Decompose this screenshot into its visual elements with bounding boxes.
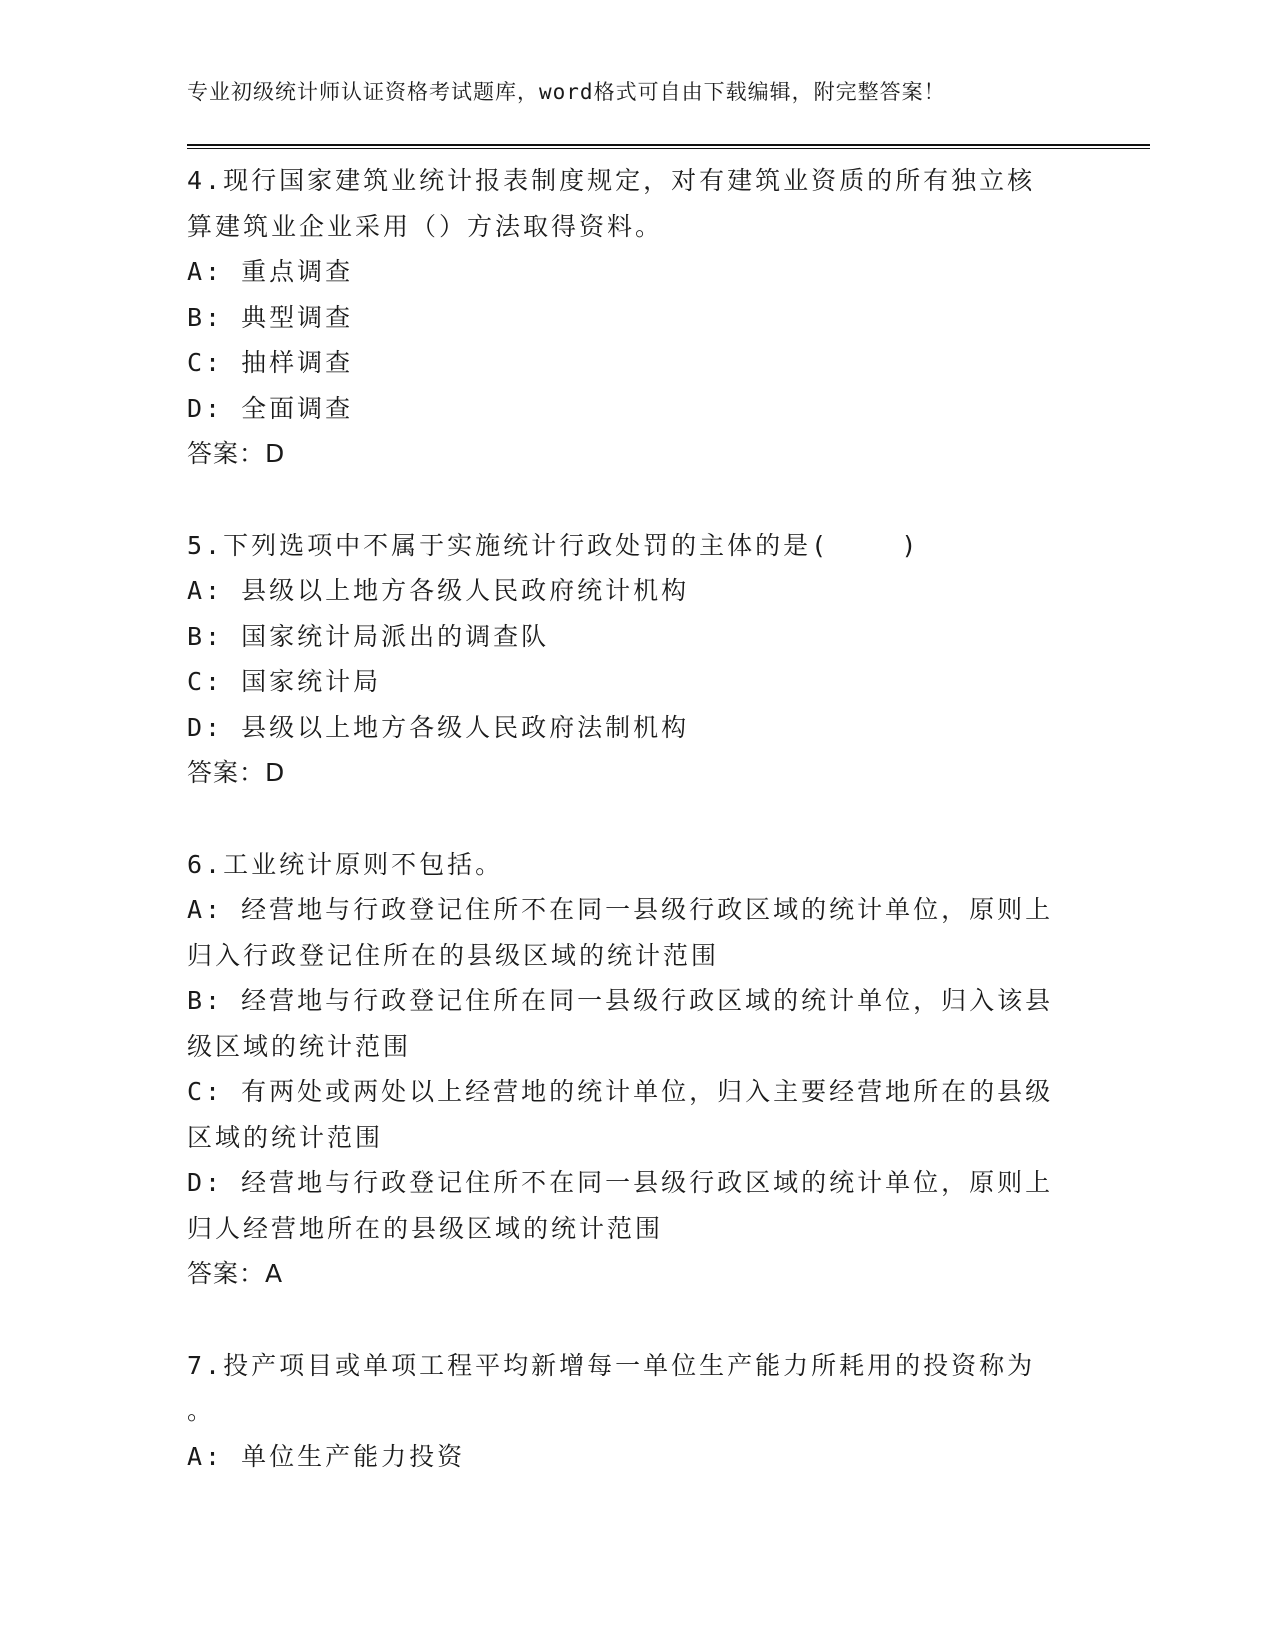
answer-label: 答案：	[187, 1259, 266, 1288]
question-list	[187, 158, 1087, 1525]
option-c: C: 国家统计局	[187, 667, 382, 696]
option-c-continued: 区域的统计范围	[187, 1122, 384, 1152]
option-d-continued: 归人经营地所在的县级区域的统计范围	[187, 1213, 664, 1243]
answer-line	[187, 431, 1087, 477]
question-item	[187, 158, 1087, 477]
option-b: B: 经营地与行政登记住所在同一县级行政区域的统计单位，归入该县	[187, 986, 1054, 1015]
option-a: A: 单位生产能力投资	[187, 1441, 466, 1471]
option-b: B: 典型调查	[187, 302, 354, 332]
question-item	[187, 1343, 1087, 1480]
question-stem-line: 6.工业统计原则不包括。	[187, 849, 504, 879]
option-b-continued: 级区域的统计范围	[187, 1031, 412, 1061]
option-a-continued: 归入行政登记住所在的县级区域的统计范围	[187, 940, 720, 970]
option-d: D: 全面调查	[187, 393, 354, 423]
answer-line	[187, 750, 1087, 796]
header-divider	[187, 144, 1150, 149]
question-stem-line: 4.现行国家建筑业统计报表制度规定，对有建筑业资质的所有独立核	[187, 166, 1036, 195]
answer-label: 答案：	[187, 439, 266, 468]
answer-line	[187, 1251, 1087, 1297]
answer-value: D	[265, 758, 285, 787]
question-stem-line: 算建筑业企业采用（）方法取得资料。	[187, 211, 664, 241]
option-c: C: 抽样调查	[187, 348, 354, 377]
option-a: A: 重点调查	[187, 257, 354, 286]
question-item	[187, 842, 1087, 1297]
option-c: C: 有两处或两处以上经营地的统计单位，归入主要经营地所在的县级	[187, 1077, 1054, 1106]
question-stem-line: 5.下列选项中不属于实施统计行政处罚的主体的是( )	[187, 530, 920, 560]
answer-value: A	[265, 1259, 283, 1288]
page-header: 专业初级统计师认证资格考试题库，word格式可自由下载编辑，附完整答案！	[187, 80, 946, 104]
option-b: B: 国家统计局派出的调查队	[187, 621, 550, 651]
option-a: A: 经营地与行政登记住所不在同一县级行政区域的统计单位，原则上	[187, 895, 1054, 924]
answer-label: 答案：	[187, 758, 266, 787]
question-item	[187, 523, 1087, 796]
answer-value: D	[265, 439, 285, 468]
option-d: D: 县级以上地方各级人民政府法制机构	[187, 712, 690, 742]
question-stem-line: 7.投产项目或单项工程平均新增每一单位生产能力所耗用的投资称为	[187, 1350, 1036, 1380]
option-a: A: 县级以上地方各级人民政府统计机构	[187, 576, 690, 605]
option-d: D: 经营地与行政登记住所不在同一县级行政区域的统计单位，原则上	[187, 1168, 1054, 1197]
question-stem-line: 。	[187, 1396, 216, 1425]
